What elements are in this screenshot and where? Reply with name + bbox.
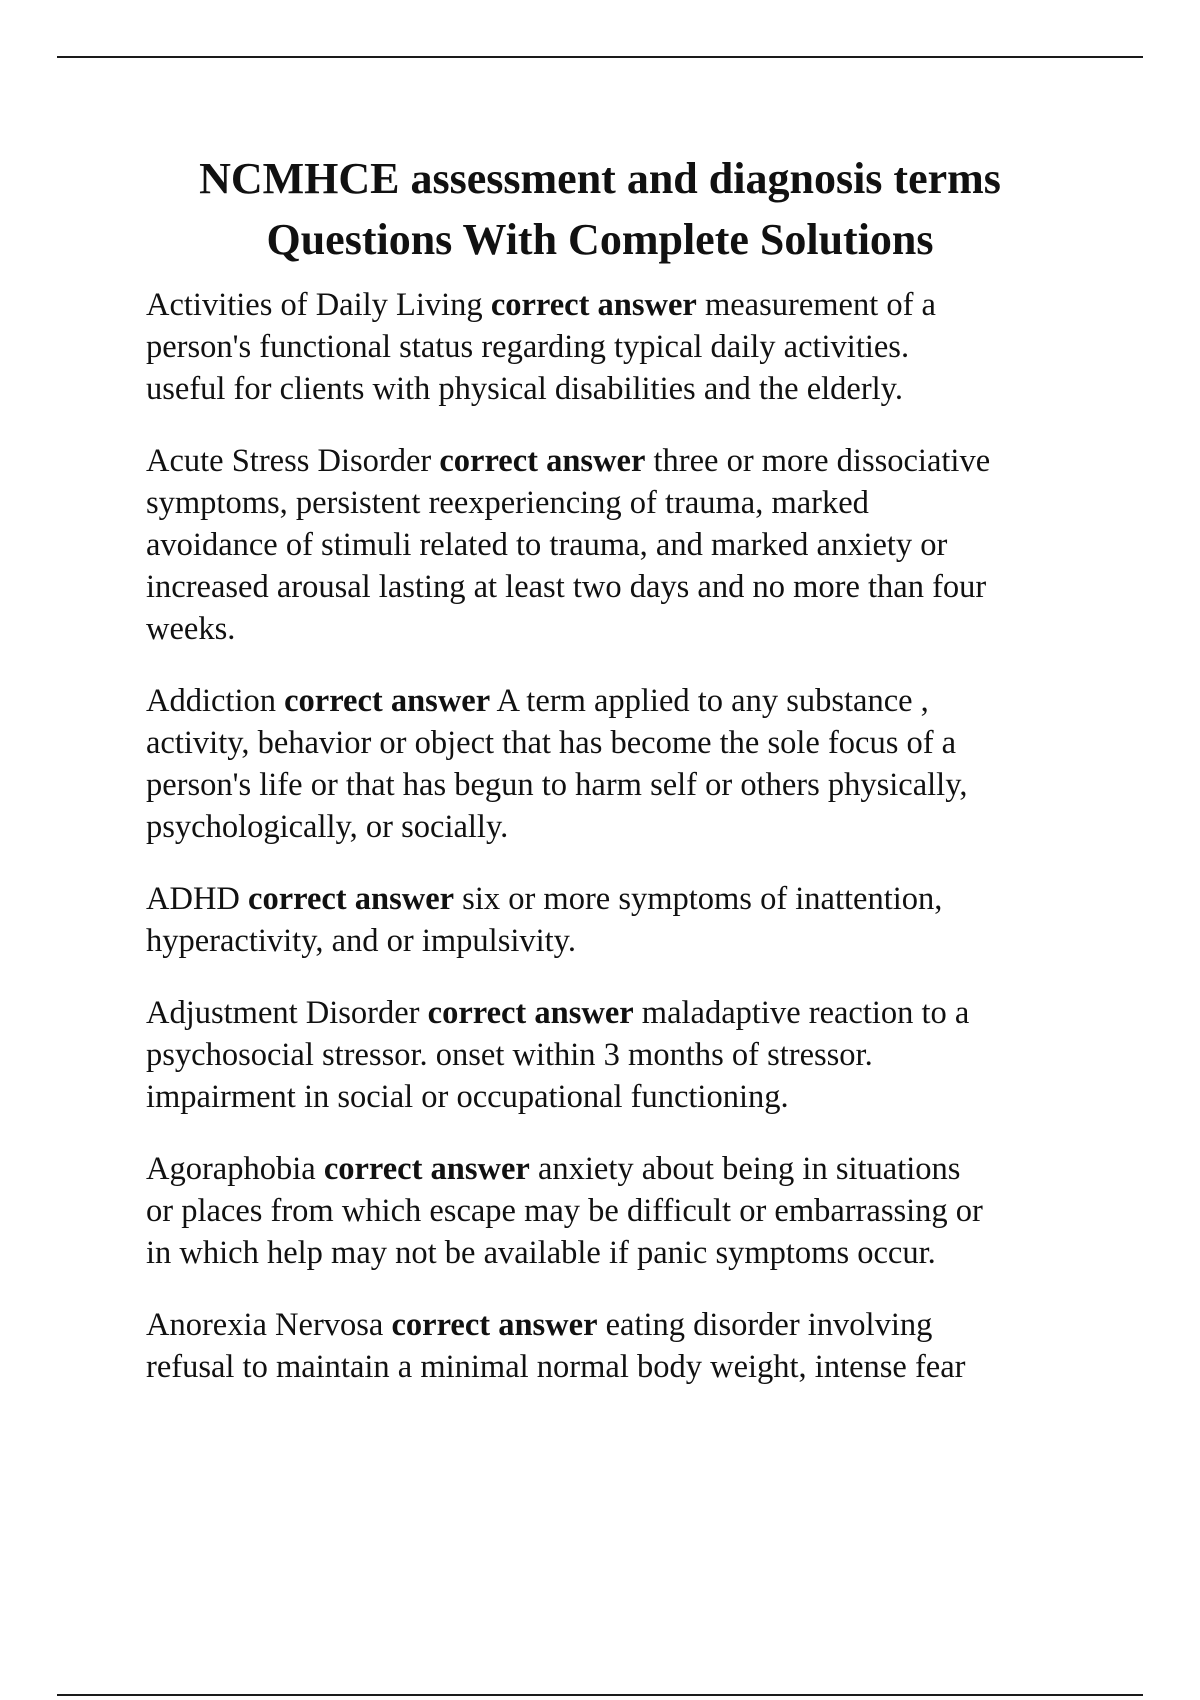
term-entry	[146, 680, 1096, 848]
answer-keyword: correct answer	[391, 1307, 598, 1343]
term-entry	[146, 878, 1096, 962]
definition-line: useful for clients with physical disabilities and the elderly.	[146, 371, 903, 407]
definition-line: psychosocial stressor. onset within 3 months of stressor.	[146, 1037, 873, 1073]
answer-keyword: correct answer	[439, 443, 646, 479]
definition-text: eating disorder involving	[605, 1307, 933, 1343]
top-divider	[57, 56, 1143, 58]
term-name: Activities of Daily Living	[146, 287, 483, 323]
entry-first-line	[146, 680, 1096, 722]
definition-text: measurement of a	[704, 287, 936, 323]
entry-first-line	[146, 1304, 1096, 1346]
term-name: ADHD	[146, 881, 240, 917]
term-name: Addiction	[146, 683, 276, 719]
entry-first-line	[146, 1148, 1096, 1190]
definition-text: A term applied to any substance ,	[496, 683, 929, 719]
term-entry	[146, 284, 1096, 410]
term-entry	[146, 440, 1096, 650]
term-list	[146, 284, 1096, 1418]
title-line-2: Questions With Complete Solutions	[266, 215, 934, 264]
entry-first-line	[146, 284, 1096, 326]
definition-text: maladaptive reaction to a	[641, 995, 970, 1031]
definition-line: in which help may not be available if panic symptoms occur.	[146, 1235, 936, 1271]
answer-keyword: correct answer	[490, 287, 697, 323]
answer-keyword: correct answer	[427, 995, 634, 1031]
term-entry	[146, 1148, 1096, 1274]
entry-first-line	[146, 440, 1096, 482]
entry-first-line	[146, 878, 1096, 920]
page-title	[60, 148, 1140, 270]
term-name: Anorexia Nervosa	[146, 1307, 384, 1343]
definition-line: activity, behavior or object that has become the sole focus of a	[146, 725, 957, 761]
definition-line: or places from which escape may be difficult or embarrassing or	[146, 1193, 983, 1229]
answer-keyword: correct answer	[323, 1151, 530, 1187]
definition-text: three or more dissociative	[653, 443, 991, 479]
definition-line: impairment in social or occupational functioning.	[146, 1079, 789, 1115]
definition-line: symptoms, persistent reexperiencing of trauma, marked	[146, 485, 869, 521]
definition-line: refusal to maintain a minimal normal body weight, intense fear	[146, 1349, 966, 1385]
definition-line: avoidance of stimuli related to trauma, and marked anxiety or	[146, 527, 948, 563]
term-name: Acute Stress Disorder	[146, 443, 432, 479]
definition-text: anxiety about being in situations	[537, 1151, 961, 1187]
definition-line: hyperactivity, and or impulsivity.	[146, 923, 576, 959]
definition-line: person's life or that has begun to harm self or others physically,	[146, 767, 968, 803]
definition-line: weeks.	[146, 611, 236, 647]
definition-line: person's functional status regarding typical daily activities.	[146, 329, 910, 365]
title-line-1: NCMHCE assessment and diagnosis terms	[199, 154, 1001, 203]
term-name: Agoraphobia	[146, 1151, 316, 1187]
entry-first-line	[146, 992, 1096, 1034]
term-entry	[146, 1304, 1096, 1388]
definition-line: increased arousal lasting at least two days and no more than four	[146, 569, 987, 605]
term-name: Adjustment Disorder	[146, 995, 420, 1031]
answer-keyword: correct answer	[248, 881, 455, 917]
definition-text: six or more symptoms of inattention,	[462, 881, 943, 917]
definition-line: psychologically, or socially.	[146, 809, 509, 845]
answer-keyword: correct answer	[284, 683, 491, 719]
term-entry	[146, 992, 1096, 1118]
bottom-divider	[57, 1694, 1143, 1696]
